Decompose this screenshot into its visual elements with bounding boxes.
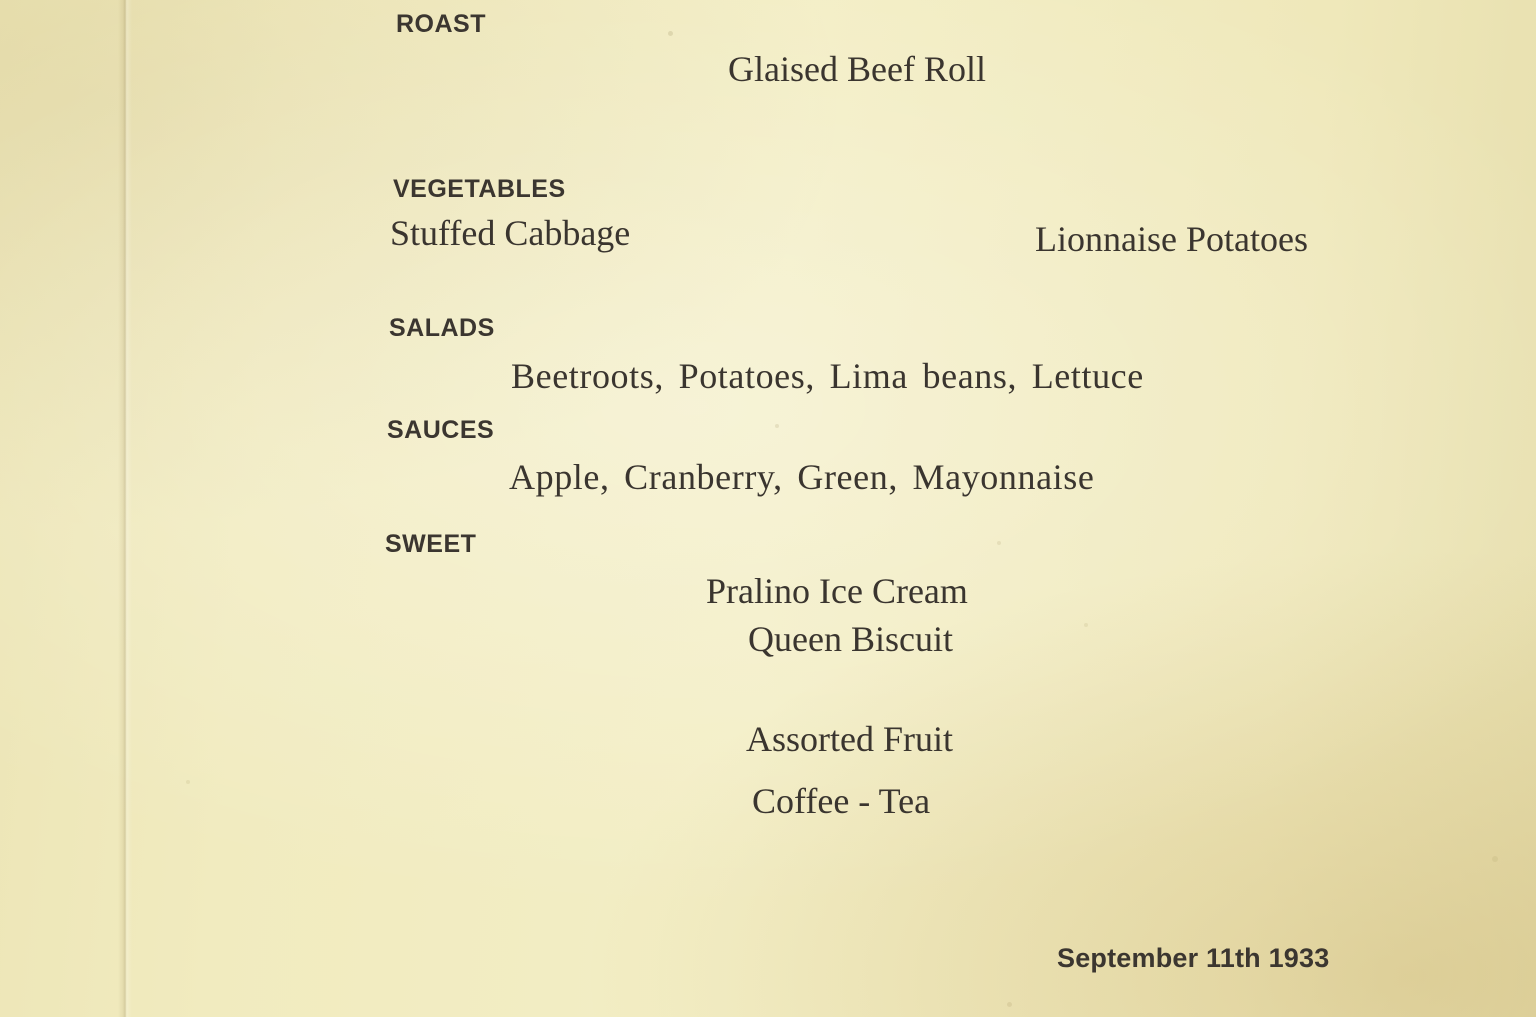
section-heading-sauces: SAUCES bbox=[387, 416, 495, 444]
menu-item-glaised-beef-roll: Glaised Beef Roll bbox=[728, 49, 986, 89]
menu-item-lionnaise-potatoes: Lionnaise Potatoes bbox=[1035, 219, 1308, 259]
menu-item-pralino-ice-cream: Pralino Ice Cream bbox=[706, 571, 968, 611]
section-heading-roast: ROAST bbox=[396, 10, 486, 38]
menu-item-sauces-list: Apple, Cranberry, Green, Mayonnaise bbox=[509, 457, 1095, 497]
section-heading-sweet: SWEET bbox=[385, 530, 477, 558]
menu-item-queen-biscuit: Queen Biscuit bbox=[748, 619, 953, 659]
menu-item-assorted-fruit: Assorted Fruit bbox=[746, 719, 953, 759]
menu-item-stuffed-cabbage: Stuffed Cabbage bbox=[390, 213, 631, 253]
menu-item-coffee-tea: Coffee - Tea bbox=[752, 781, 931, 821]
section-heading-vegetables: VEGETABLES bbox=[393, 175, 566, 203]
section-heading-salads: SALADS bbox=[389, 314, 495, 342]
menu-item-salads-list: Beetroots, Potatoes, Lima beans, Lettuce bbox=[511, 356, 1144, 396]
menu-date: September 11th 1933 bbox=[1057, 943, 1330, 973]
